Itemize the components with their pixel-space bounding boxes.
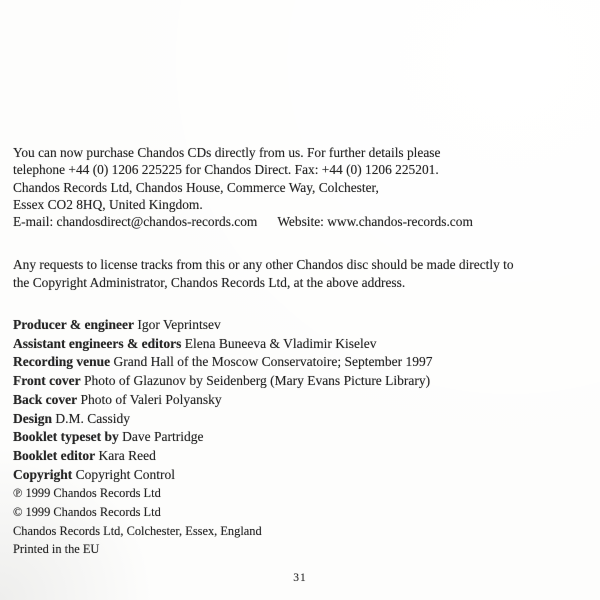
credit-value: Photo of Valeri Polyansky	[80, 391, 222, 407]
credit-line-back-cover	[13, 391, 594, 410]
credit-label: Back cover	[13, 391, 78, 407]
contact-line: Essex CO2 8HQ, United Kingdom.	[13, 196, 203, 212]
credit-value: Igor Veprintsev	[137, 317, 221, 332]
credit-label: Recording venue	[13, 354, 111, 370]
credit-value: Dave Partridge	[122, 429, 204, 445]
contact-email-website-line	[13, 213, 594, 230]
contact-line: Chandos Records Ltd, Chandos House, Commerce Way, Colchester,	[13, 179, 379, 195]
credit-value: D.M. Cassidy	[55, 410, 131, 426]
credit-line-booklet-editor	[13, 447, 594, 466]
contact-line: You can now purchase Chandos CDs directly from us. For further details please	[13, 145, 441, 160]
credit-value: Grand Hall of the Moscow Conservatoire; September 1997	[113, 354, 433, 370]
contact-line: telephone +44 (0) 1206 225225 for Chandos Direct. Fax: +44 (0) 1206 225201.	[13, 162, 439, 178]
credit-label: Design	[13, 410, 53, 426]
license-line: the Copyright Administrator, Chandos Records Ltd, at the above address.	[13, 274, 406, 290]
license-line: Any requests to license tracks from this or any other Chandos disc should be made directly to	[13, 257, 514, 272]
credit-line-producer	[13, 316, 594, 335]
credit-line-copyright	[13, 466, 594, 485]
credit-label: Assistant engineers & editors	[13, 335, 182, 351]
credit-label: Front cover	[13, 373, 81, 389]
page-number: 31	[293, 572, 307, 584]
license-paragraph	[13, 256, 594, 291]
email-text: E-mail: chandosdirect@chandos-records.com	[13, 214, 258, 230]
credit-label: Copyright	[13, 466, 73, 482]
contact-info-paragraph	[13, 144, 594, 230]
credit-line-front-cover	[13, 372, 594, 391]
printed-in-line: Printed in the EU	[13, 542, 100, 557]
credit-line-recording-venue	[13, 353, 594, 372]
credit-label: Producer & engineer	[13, 317, 134, 332]
credit-value: Elena Buneeva & Vladimir Kiselev	[184, 335, 377, 351]
credit-value: Copyright Control	[75, 466, 176, 482]
credit-value: Photo of Glazunov by Seidenberg (Mary Evans Picture Library)	[83, 373, 431, 389]
address-line: Chandos Records Ltd, Colchester, Essex, England	[13, 523, 262, 538]
credit-label: Booklet typeset by	[13, 429, 119, 445]
credit-label: Booklet editor	[13, 447, 96, 463]
copyright-line: © 1999 Chandos Records Ltd	[13, 505, 161, 520]
phonogram-copyright-line: ℗ 1999 Chandos Records Ltd	[13, 486, 161, 501]
credit-line-design	[13, 410, 594, 429]
credit-line-assistant-engineers	[13, 335, 594, 354]
credit-value: Kara Reed	[98, 447, 156, 463]
website-text: Website: www.chandos-records.com	[277, 214, 473, 230]
credits-list	[13, 316, 594, 559]
credit-line-booklet-typeset	[13, 428, 594, 447]
